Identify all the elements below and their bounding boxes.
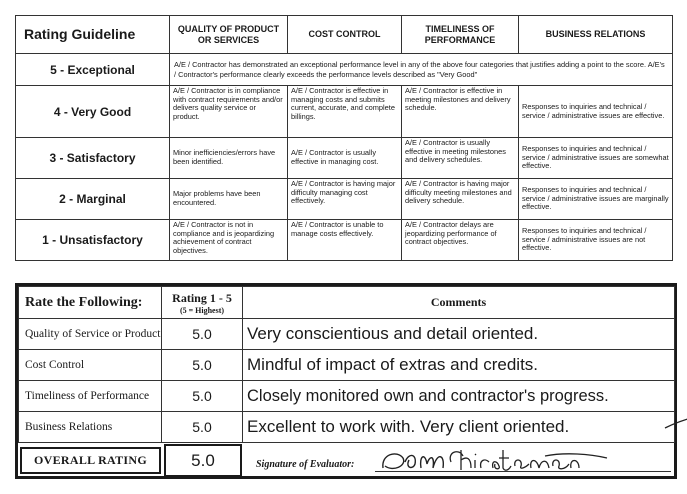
criterion-label: Business Relations (19, 412, 162, 443)
rating-row-quality (19, 319, 675, 350)
comment-text[interactable]: Closely monitored own and contractor's progress. (243, 381, 675, 412)
level-row-very-good (16, 86, 673, 138)
rating-value[interactable]: 5.0 (162, 319, 243, 350)
business-cell: Responses to inquiries and technical / service / administrative issues are not effective. (519, 220, 673, 261)
timeliness-cell: A/E / Contractor is effective in meeting milestones and delivery schedule. (402, 86, 519, 138)
level-row-marginal (16, 179, 673, 220)
level-label: 4 - Very Good (16, 86, 170, 138)
rating-row-cost (19, 350, 675, 381)
header-cost: COST CONTROL (288, 16, 402, 54)
form-header-row (19, 287, 675, 319)
rating-value[interactable]: 5.0 (162, 412, 243, 443)
rating-header-label: Rating 1 - 5 (172, 290, 232, 305)
comments-header: Comments (243, 287, 675, 319)
cost-cell: A/E / Contractor is usually effective in managing cost. (288, 138, 402, 179)
timeliness-cell: A/E / Contractor is having major difficulty meeting milestones and delivery schedule. (402, 179, 519, 220)
comment-text[interactable]: Very conscientious and detail oriented. (243, 319, 675, 350)
criterion-label: Quality of Service or Product (19, 319, 162, 350)
business-cell: Responses to inquiries and technical / service / administrative issues are effective. (519, 86, 673, 138)
rate-following-header: Rate the Following: (19, 287, 162, 319)
timeliness-cell: A/E / Contractor is usually effective in meeting milestones and delivery schedules. (402, 138, 519, 179)
comment-text[interactable]: Mindful of impact of extras and credits. (243, 350, 675, 381)
header-quality: QUALITY OF PRODUCT OR SERVICES (170, 16, 288, 54)
guideline-header-row (16, 16, 673, 54)
level-label: 2 - Marginal (16, 179, 170, 220)
rating-row-business (19, 412, 675, 443)
handwritten-signature (375, 444, 615, 478)
cost-cell: A/E / Contractor is having major difficulty managing cost effectively. (288, 179, 402, 220)
rating-header (162, 287, 243, 319)
exceptional-description: A/E / Contractor has demonstrated an exceptional performance level in any of the above four categories that justifies adding a point to the score. A/E's / Contractor's performance clearly exceeds the performance levels described as "Very Good" (170, 54, 673, 86)
cost-cell: A/E / Contractor is effective in managing costs and submits current, accurate, and complete billings. (288, 86, 402, 138)
handwritten-strike-mark (663, 414, 687, 440)
level-label: 5 - Exceptional (16, 54, 170, 86)
criterion-label: Cost Control (19, 350, 162, 381)
level-row-satisfactory (16, 138, 673, 179)
overall-rating-value[interactable]: 5.0 (164, 444, 242, 477)
rating-guideline-table (15, 15, 673, 261)
quality-cell: A/E / Contractor is not in compliance and is jeopardizing achievement of contract objectives. (170, 220, 288, 261)
business-cell: Responses to inquiries and technical / service / administrative issues are somewhat effective. (519, 138, 673, 179)
level-label: 3 - Satisfactory (16, 138, 170, 179)
quality-cell: Major problems have been encountered. (170, 179, 288, 220)
rating-header-sub: (5 = Highest) (179, 305, 225, 315)
overall-rating-label: OVERALL RATING (20, 447, 161, 474)
level-label: 1 - Unsatisfactory (16, 220, 170, 261)
cost-cell: A/E / Contractor is unable to manage costs effectively. (288, 220, 402, 261)
criterion-label: Timeliness of Performance (19, 381, 162, 412)
signature-label: Signature of Evaluator: (256, 459, 355, 470)
level-row-exceptional (16, 54, 673, 86)
business-cell: Responses to inquiries and technical / service / administrative issues are marginally effective. (519, 179, 673, 220)
quality-cell: A/E / Contractor is in compliance with contract requirements and/or delivers quality service or product. (170, 86, 288, 138)
rating-value[interactable]: 5.0 (162, 381, 243, 412)
header-timeliness: TIMELINESS OF PERFORMANCE (402, 16, 519, 54)
guideline-title: Rating Guideline (16, 16, 170, 54)
comment-cell (243, 412, 675, 443)
rating-value[interactable]: 5.0 (162, 350, 243, 381)
quality-cell: Minor inefficiencies/errors have been identified. (170, 138, 288, 179)
rating-row-timeliness (19, 381, 675, 412)
header-business: BUSINESS RELATIONS (519, 16, 673, 54)
rating-form (15, 283, 677, 479)
comment-text[interactable]: Excellent to work with. Very client oriented. (247, 417, 570, 436)
rating-form-table (18, 286, 675, 443)
timeliness-cell: A/E / Contractor delays are jeopardizing performance of contract objectives. (402, 220, 519, 261)
level-row-unsatisfactory (16, 220, 673, 261)
